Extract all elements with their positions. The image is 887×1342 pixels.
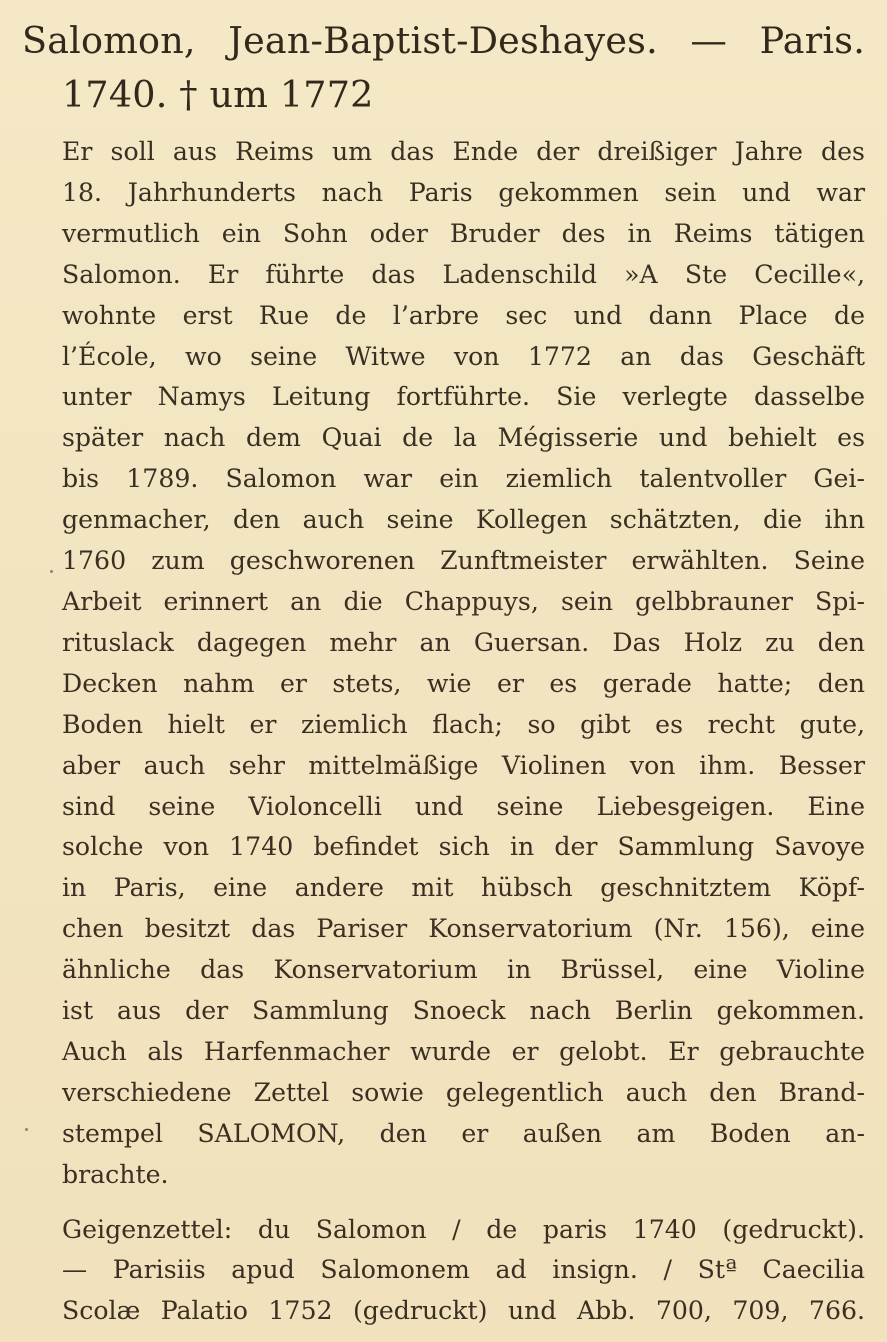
body-line: unter Namys Leitung fortführte. Sie verlegte dasselbe — [62, 382, 865, 412]
label-line: Geigenzettel: du Salomon / de paris 1740 (gedruckt). — [62, 1214, 865, 1244]
body-line: Salomon. Er führte das Ladenschild »A Ste Cecille«, — [62, 259, 865, 289]
body-line: sind seine Violoncelli und seine Liebesgeigen. Eine — [62, 791, 865, 821]
heading-line: 1740. † um 1772 — [62, 73, 374, 116]
body-line: Auch als Harfenmacher wurde er gelobt. Er gebrauchte — [62, 1036, 865, 1066]
body-line: chen besitzt das Pariser Konservatorium (Nr. 156), eine — [62, 914, 865, 944]
body-line: ist aus der Sammlung Snoeck nach Berlin gekommen. — [62, 996, 865, 1026]
body-line: Er soll aus Reims um das Ende der dreißiger Jahre des — [62, 137, 865, 166]
label-line: — Parisiis apud Salomonem ad insign. / Stª Caecilia — [62, 1255, 865, 1285]
body-line: 1760 zum geschworenen Zunftmeister erwählten. Seine — [62, 546, 865, 576]
body-line: aber auch sehr mittelmäßige Violinen von ihm. Besser — [62, 750, 865, 780]
body-line: verschiedene Zettel sowie gelegentlich auch den Brand- — [62, 1077, 865, 1107]
body-line: brachte. — [62, 1159, 169, 1189]
body-line: genmacher, den auch seine Kollegen schätzten, die ihn — [62, 505, 865, 535]
body-line: rituslack dagegen mehr an Guersan. Das Holz zu den — [62, 627, 865, 657]
body-line: vermutlich ein Sohn oder Bruder des in Reims tätigen — [62, 218, 865, 248]
body-line: 18. Jahrhunderts nach Paris gekommen sein und war — [62, 177, 865, 207]
body-line: Boden hielt er ziemlich flach; so gibt es recht gute, — [62, 709, 865, 739]
body-line: solche von 1740 befindet sich in der Sammlung Savoye — [62, 832, 865, 862]
body-line: wohnte erst Rue de l’arbre sec und dann Place de — [62, 300, 865, 330]
heading-line: Salomon, Jean-Baptist-Deshayes. — Paris. — [22, 19, 865, 62]
body-line: in Paris, eine andere mit hübsch geschnitztem Köpf- — [62, 873, 865, 903]
label-line: Scolæ Palatio 1752 (gedruckt) und Abb. 700, 709, 766. — [62, 1296, 865, 1326]
paper-speck — [25, 1128, 28, 1131]
body-line: ähnliche das Konservatorium in Brüssel, eine Violine — [62, 955, 865, 985]
label-paragraph — [22, 1210, 865, 1333]
entry-heading — [22, 14, 865, 122]
body-line: später nach dem Quai de la Mégisserie und behielt es — [62, 423, 865, 453]
body-line: stempel SALOMON, den er außen am Boden an- — [62, 1118, 865, 1148]
body-line: bis 1789. Salomon war ein ziemlich talentvoller Gei- — [62, 464, 865, 494]
paper-speck — [50, 570, 53, 573]
body-line: l’École, wo seine Witwe von 1772 an das Geschäft — [62, 341, 865, 371]
body-line: Decken nahm er stets, wie er es gerade hatte; den — [62, 668, 865, 698]
body-line: Arbeit erinnert an die Chappuys, sein gelbbrauner Spi- — [62, 586, 865, 616]
entry-body-paragraph — [22, 132, 865, 1196]
